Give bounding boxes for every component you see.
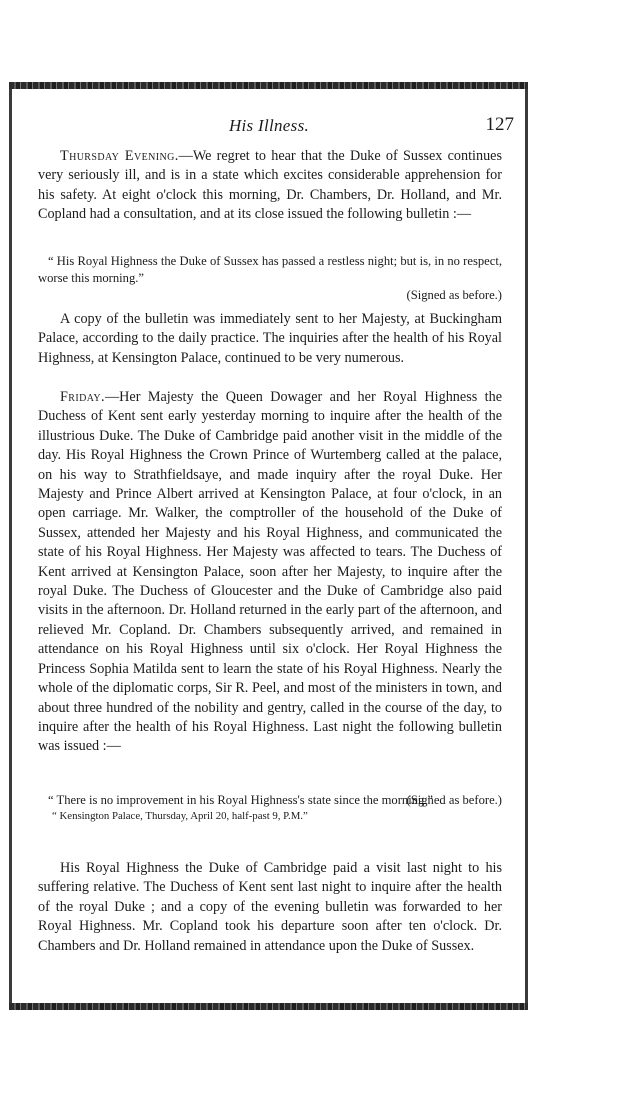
- bulletin-2-signature: (Signed as before.): [406, 793, 502, 807]
- thursday-text: —We regret to hear that the Duke of Sussex continues very seriously ill, and is in a state which excites considerable apprehension for his safety. At eight o'clock this morning, Dr. Chambers, Dr. Holland, and Mr. Copland had a consultation, and at its close issued the following bulletin :—: [38, 148, 502, 223]
- top-border-rule: [9, 82, 528, 89]
- thursday-heading: Thursday Evening.: [60, 148, 179, 164]
- bulletin-2-text: “ There is no improvement in his Royal Highness's state since the morning.”: [48, 793, 434, 807]
- friday-text: —Her Majesty the Queen Dowager and her Royal Highness the Duchess of Kent sent early yesterday morning to inquire after the health of the illustrious Duke. The Duke of Cambridge paid another visit in the middle of the day. His Royal Highness the Crown Prince of Wurtemberg called at the palace, on his way to Strathfieldsaye, and made inquiry after the royal Duke. Her Majesty and Prince Albert arrived at Kensington Palace, at four o'clock, in an open carriage. Mr. Walker, the comptroller of the household of the Duke of Sussex, attended her Majesty and his Royal Highness, and communicated the state of his Royal Highness. Her Majesty was affected to tears. The Duchess of Kent arrived at Kensington Palace, soon after her Majesty, to inquire after the royal Duke. The Duchess of Gloucester and the Duke of Cambridge also paid visits in the afternoon. Dr. Holland returned in the early part of the afternoon, and relieved Mr. Copland. Dr. Chambers subsequently arrived, and remained in attendance on his Royal Highness until six o'clock. Her Royal Highness the Princess Sophia Matilda sent to learn the state of his Royal Highness. Nearly the whole of the diplomatic corps, Sir R. Peel, and most of the ministers in town, and about three hundred of the nobility and gentry, called in the course of the day, to inquire after the health of his Royal Highness. Last night the following bulletin was issued :—: [38, 389, 502, 755]
- bulletin-2: [38, 792, 502, 824]
- bulletin-1: [38, 253, 502, 304]
- after-bulletin-text: A copy of the bulletin was immediately sent to her Majesty, at Buckingham Palace, according to the daily practice. The inquiries after the health of his Royal Highness, at Kensington Palace, continued to be very numerous.: [38, 311, 502, 366]
- friday-paragraph: [38, 388, 502, 757]
- thursday-paragraph: [38, 147, 502, 225]
- after-bulletin-paragraph: [38, 310, 502, 368]
- closing-paragraph: [38, 859, 502, 956]
- bulletin-1-signature: (Signed as before.): [406, 288, 502, 302]
- bulletin-1-text: “ His Royal Highness the Duke of Sussex has passed a restless night; but is, in no respect, worse this morning.”: [38, 254, 502, 285]
- friday-heading: Friday.: [60, 389, 105, 405]
- bulletin-2-dateline: “ Kensington Palace, Thursday, April 20, half-past 9, P.M.”: [52, 810, 308, 822]
- page-number: 127: [485, 114, 514, 135]
- page-header: [24, 116, 514, 138]
- closing-text: His Royal Highness the Duke of Cambridge paid a visit last night to his suffering relative. The Duchess of Kent sent last night to inquire after the health of the royal Duke ; and a copy of the evening bulletin was forwarded to her Royal Highness. Mr. Copland took his departure soon after ten o'clock. Dr. Chambers and Dr. Holland remained in attendance upon the Duke of Sussex.: [38, 860, 502, 954]
- bottom-border-rule: [9, 1003, 528, 1010]
- running-title: His Illness.: [228, 116, 310, 135]
